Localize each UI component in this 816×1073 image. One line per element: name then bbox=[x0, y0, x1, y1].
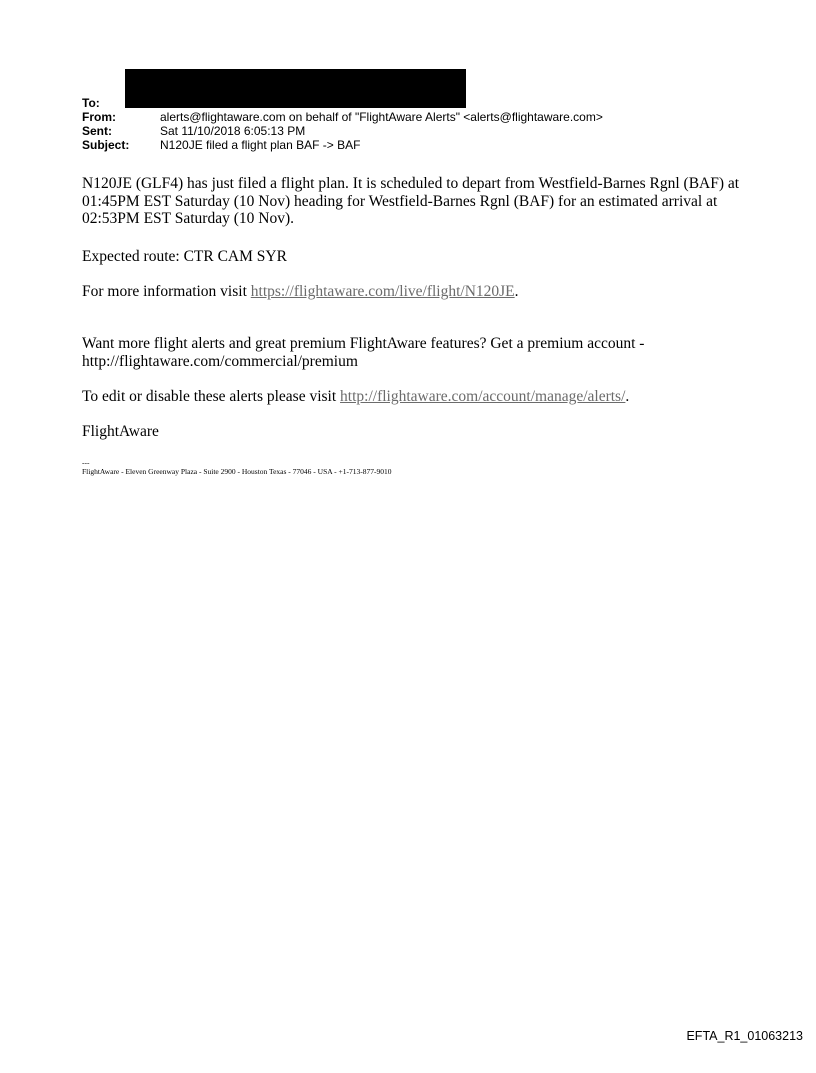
email-header bbox=[82, 96, 603, 152]
route-paragraph: Expected route: CTR CAM SYR bbox=[82, 248, 287, 265]
to-row bbox=[82, 96, 603, 110]
more-info-prefix: For more information visit bbox=[82, 283, 251, 300]
footer-address: FlightAware - Eleven Greenway Plaza - Suite 2900 - Houston Texas - 77046 - USA - +1-713-877-9010 bbox=[82, 467, 392, 476]
document-id: EFTA_R1_01063213 bbox=[686, 1029, 803, 1043]
edit-alerts-paragraph bbox=[82, 388, 762, 406]
from-row bbox=[82, 110, 603, 124]
edit-suffix: . bbox=[625, 388, 630, 405]
edit-prefix: To edit or disable these alerts please visit bbox=[82, 388, 341, 405]
more-info-suffix: . bbox=[514, 283, 519, 300]
manage-alerts-link[interactable]: http://flightaware.com/account/manage/alerts/ bbox=[340, 388, 626, 405]
to-label: To: bbox=[82, 96, 100, 110]
subject-row bbox=[82, 138, 603, 152]
from-label: From: bbox=[82, 110, 116, 124]
email-footer bbox=[82, 458, 392, 476]
more-info-paragraph bbox=[82, 283, 762, 301]
sent-row bbox=[82, 124, 603, 138]
footer-separator: --- bbox=[82, 458, 90, 467]
sent-value: Sat 11/10/2018 6:05:13 PM bbox=[160, 124, 306, 138]
intro-paragraph: N120JE (GLF4) has just filed a flight plan. It is scheduled to depart from Westfield-Barnes Rgnl (BAF) at 01:45PM EST Saturday (10 Nov) heading for Westfield-Barnes Rgnl (BAF) for an estimated arrival at 02:53PM EST Saturday (10 Nov). bbox=[82, 175, 740, 227]
subject-label: Subject: bbox=[82, 138, 130, 152]
subject-value: N120JE filed a flight plan BAF -> BAF bbox=[160, 138, 361, 152]
promo-paragraph: Want more flight alerts and great premium FlightAware features? Get a premium account - http://flightaware.com/commercial/premium bbox=[82, 335, 645, 370]
signature: FlightAware bbox=[82, 423, 159, 440]
from-value: alerts@flightaware.com on behalf of "FlightAware Alerts" <alerts@flightaware.com> bbox=[160, 110, 603, 124]
flight-tracking-link[interactable]: https://flightaware.com/live/flight/N120JE bbox=[250, 283, 515, 300]
sent-label: Sent: bbox=[82, 124, 112, 138]
